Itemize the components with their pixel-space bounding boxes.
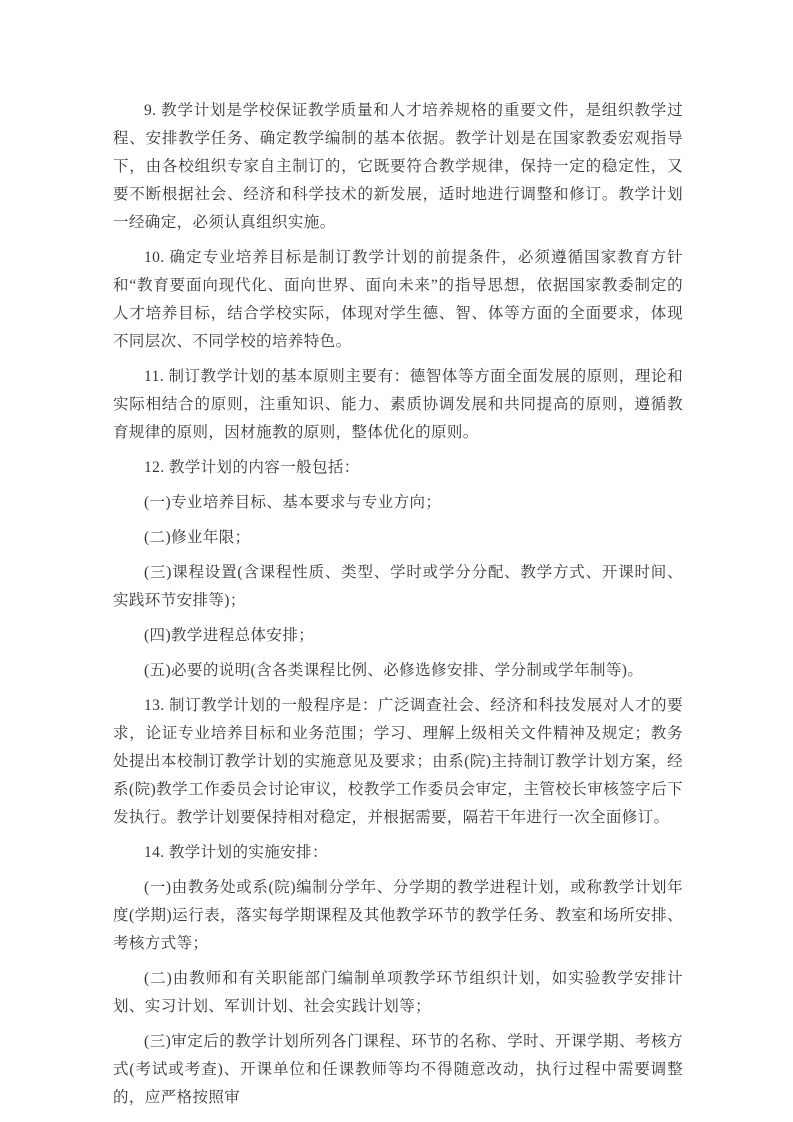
paragraph-12-item-5: (五)必要的说明(含各类课程比例、必修选修安排、学分制或学年制等)。 <box>144 662 644 679</box>
paragraph-12-item-1: (一)专业培养目标、基本要求与专业方向； <box>144 494 442 511</box>
paragraph-12-item-3: (三)课程设置(含课程性质、类型、学时或学分分配、教学方式、开课时间、实践环节安排等)； <box>113 564 683 609</box>
paragraph-12-item-4: (四)教学进程总体安排； <box>144 627 315 644</box>
paragraph-9: 9. 教学计划是学校保证教学质量和人才培养规格的重要文件，是组织教学过程、安排教学任务、确定教学编制的基本依据。教学计划是在国家教委宏观指导下，由各校组织专家自主制订的，它既要符合教学规律，保持一定的稳定性，又要不断根据社会、经济和科学技术的新发展，适时地进行调整和修订。教学计划一经确定，必须认真组织实施。 <box>113 102 683 231</box>
paragraph-11: 11. 制订教学计划的基本原则主要有：德智体等方面全面发展的原则，理论和实际相结合的原则，注重知识、能力、素质协调发展和共同提高的原则，遵循教育规律的原则，因材施教的原则，整体优化的原则。 <box>113 368 683 441</box>
paragraph-14-item-1: (一)由教务处或系(院)编制分学年、分学期的教学进程计划，或称教学计划年度(学期)运行表，落实每学期课程及其他教学环节的教学任务、教室和场所安排、考核方式等； <box>113 879 683 952</box>
paragraph-10: 10. 确定专业培养目标是制订教学计划的前提条件，必须遵循国家教育方针和“教育要面向现代化、面向世界、面向未来”的指导思想，依据国家教委制定的人才培养目标，结合学校实际，体现对学生德、智、体等方面的全面要求，体现不同层次、不同学校的培养特色。 <box>113 249 683 350</box>
paragraph-14-item-3: (三)审定后的教学计划所列各门课程、环节的名称、学时、开课学期、考核方式(考试或考查)、开课单位和任课教师等均不得随意改动，执行过程中需要调整的，应严格按照审 <box>113 1033 683 1106</box>
paragraph-14-item-2: (二)由教师和有关职能部门编制单项教学环节组织计划，如实验教学安排计划、实习计划、军训计划、社会实践计划等； <box>113 970 683 1015</box>
paragraph-12-item-2: (二)修业年限； <box>144 529 251 546</box>
paragraph-12: 12. 教学计划的内容一般包括： <box>144 459 360 476</box>
paragraph-14: 14. 教学计划的实施安排： <box>144 844 328 861</box>
paragraph-13: 13. 制订教学计划的一般程序是：广泛调查社会、经济和科技发展对人才的要求，论证专业培养目标和业务范围；学习、理解上级相关文件精神及规定；教务处提出本校制订教学计划的实施意见及要求；由系(院)主持制订教学计划方案，经系(院)教学工作委员会讨论审议，校教学工作委员会审定，主管校长审核签字后下发执行。教学计划要保持相对稳定，并根据需要，隔若干年进行一次全面修订。 <box>113 697 683 826</box>
